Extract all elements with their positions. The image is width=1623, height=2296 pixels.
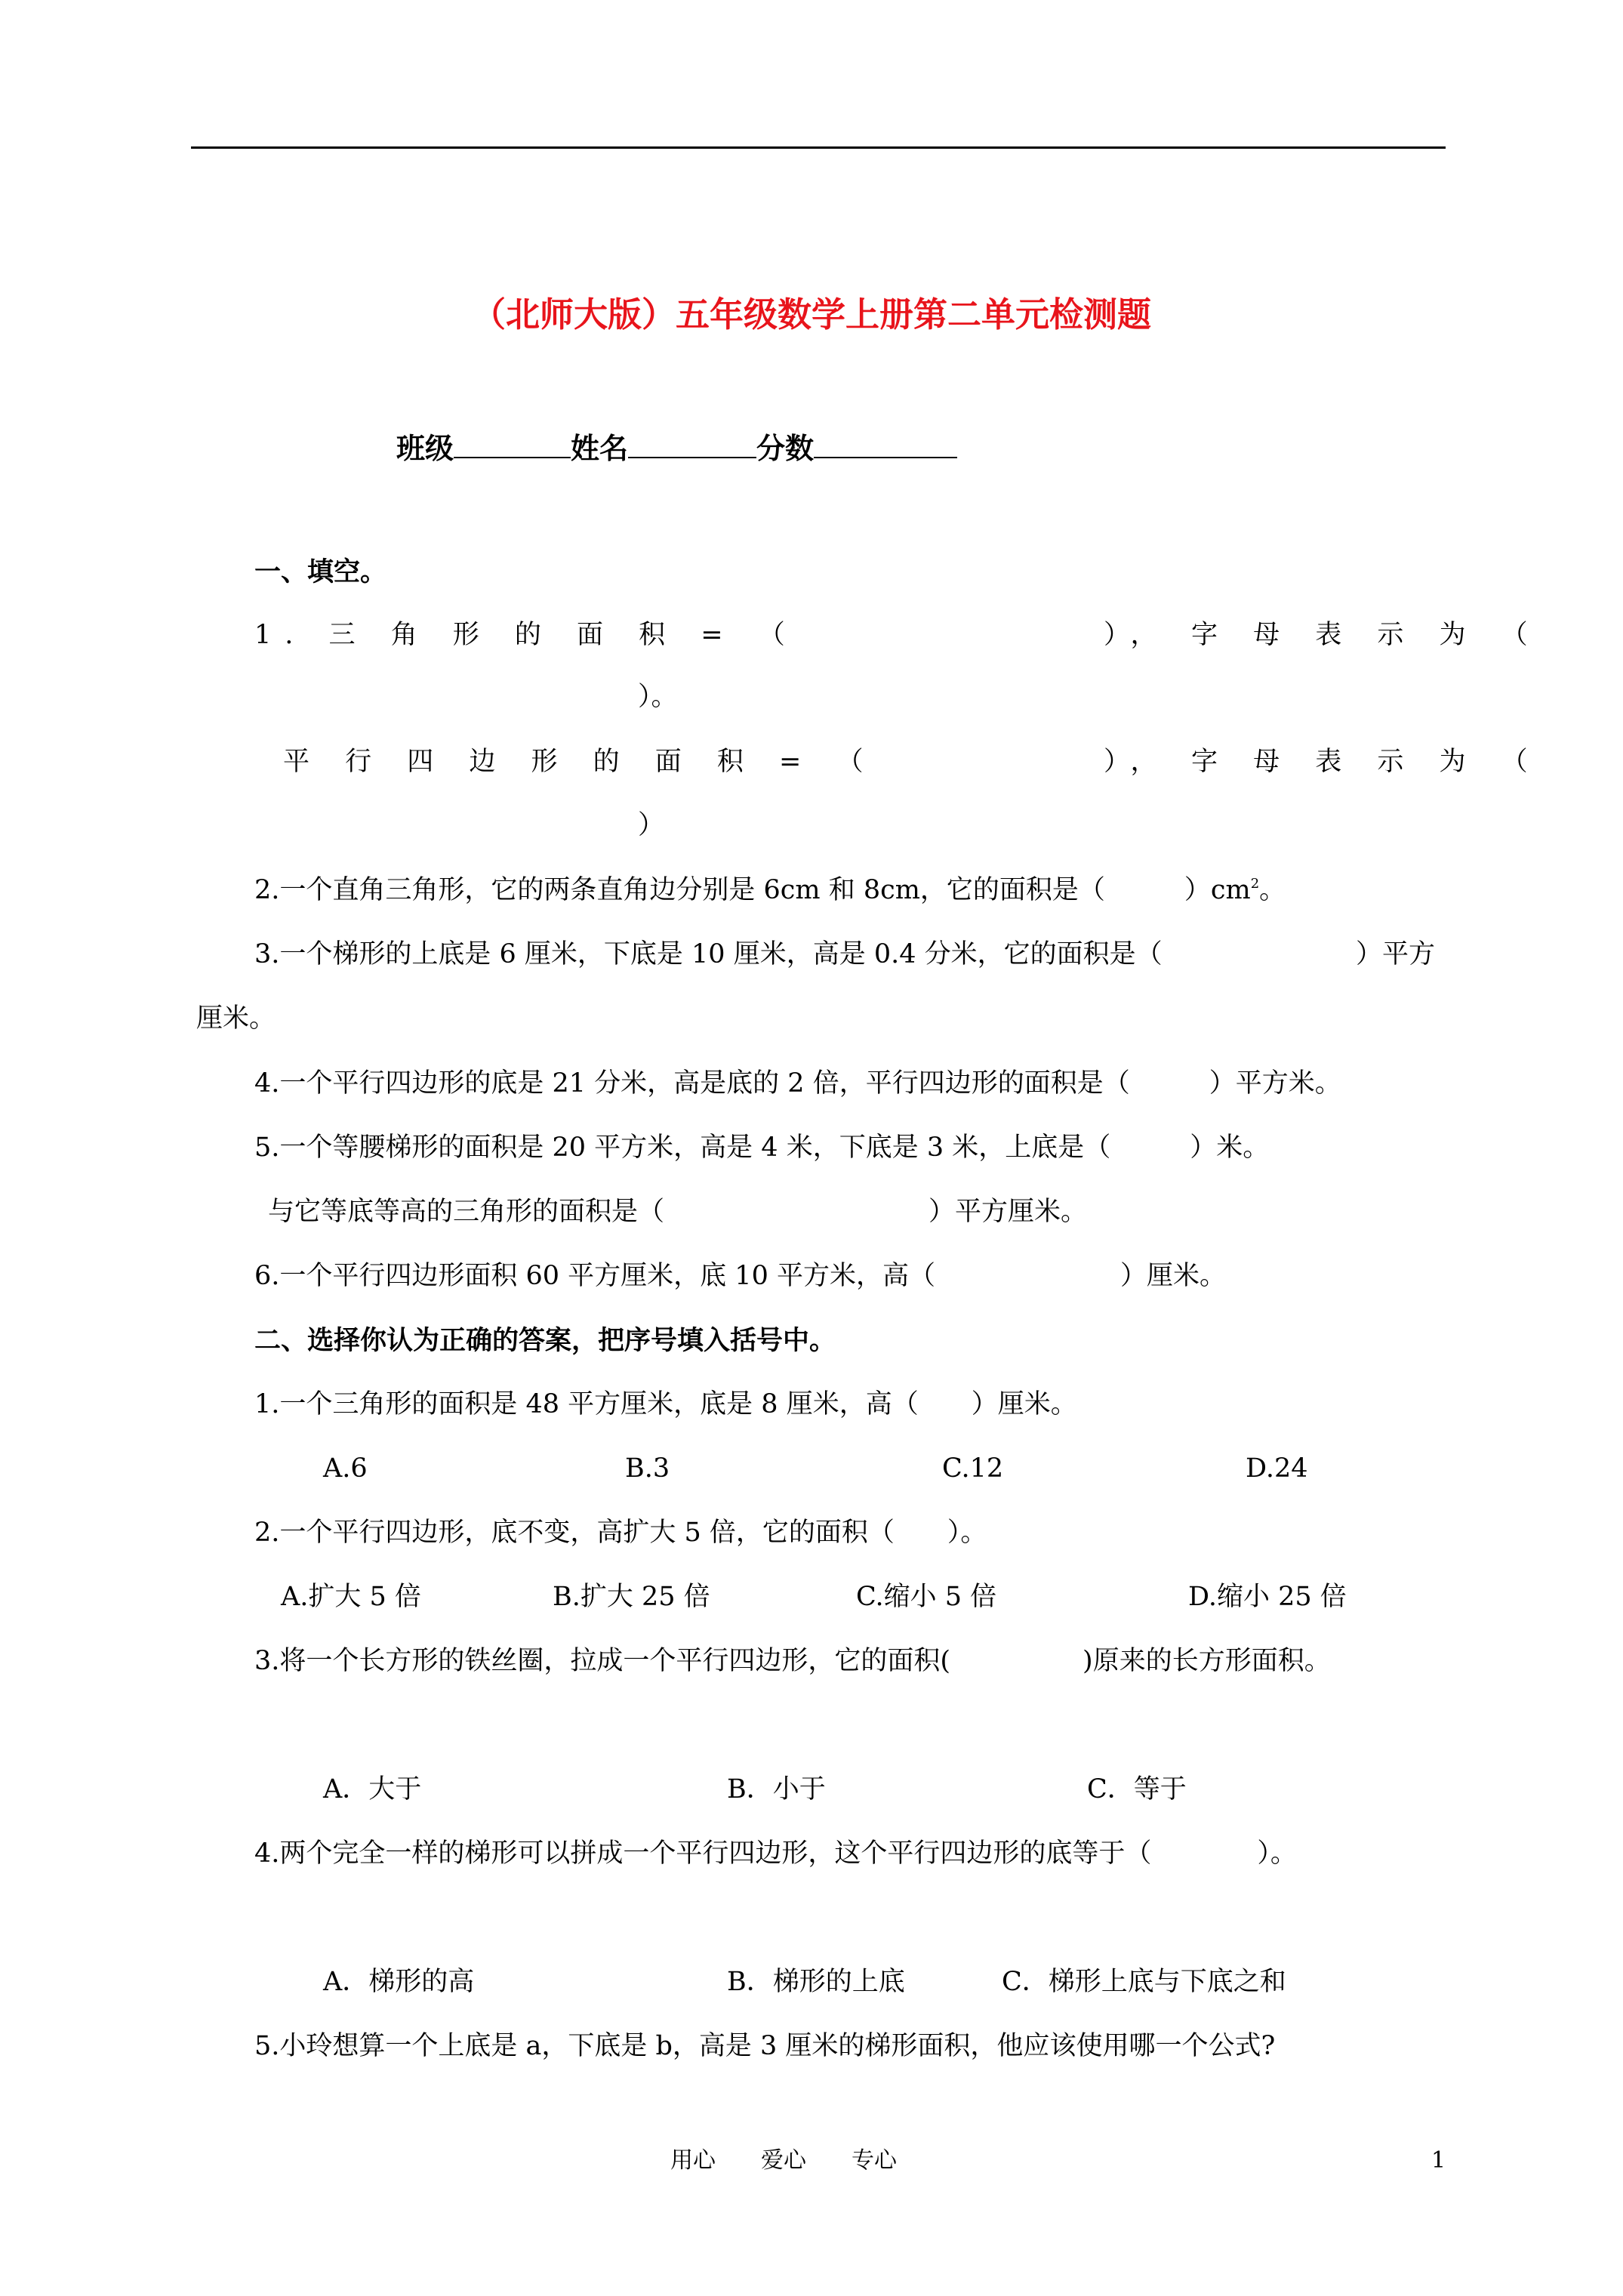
footer-motto: 用心 爱心 专心 — [670, 2147, 897, 2174]
s1-q3-line1-end: ）平方 — [1356, 939, 1436, 969]
score-label: 分数 — [756, 431, 815, 465]
name-label: 姓名 — [571, 431, 629, 465]
s2-q2-option-c[interactable]: C.缩小 5 倍 — [856, 1582, 997, 1612]
header-rule — [191, 146, 1446, 149]
s2-q3-option-a[interactable]: A．大于 — [323, 1774, 422, 1804]
s2-q4-option-a[interactable]: A．梯形的高 — [323, 1967, 475, 1997]
s2-q1-option-a[interactable]: A.6 — [323, 1453, 368, 1484]
s1-q6: 6.一个平行四边形面积 60 平方厘米，底 10 平方米，高（ ）厘米。 — [254, 1261, 1226, 1291]
s2-q4-option-c[interactable]: C．梯形上底与下底之和 — [1002, 1967, 1286, 1997]
s2-q4: 4.两个完全一样的梯形可以拼成一个平行四边形，这个平行四边形的底等于（ ）。 — [254, 1838, 1297, 1869]
s1-q1-line1-end: 字 母 表 示 为 （ — [1191, 620, 1541, 650]
s1-q2-end: 。 — [1259, 875, 1286, 905]
s1-q1-line3-mid: ）， — [1104, 747, 1171, 777]
s1-q5-line1: 5.一个等腰梯形的面积是 20 平方米，高是 4 米，下底是 3 米，上底是（ ）米。 — [254, 1133, 1270, 1163]
class-blank[interactable] — [454, 434, 571, 458]
s1-q3-line1-start: 3.一个梯形的上底是 6 厘米，下底是 10 厘米，高是 0.4 分米，它的面积是（ — [254, 939, 1163, 969]
s2-q1: 1.一个三角形的面积是 48 平方厘米，底是 8 厘米，高（ ）厘米。 — [254, 1389, 1077, 1419]
s2-q4-option-b[interactable]: B．梯形的上底 — [727, 1967, 905, 1997]
s2-q5: 5.小玲想算一个上底是 a，下底是 b，高是 3 厘米的梯形面积，他应该使用哪一个公式? — [254, 2031, 1276, 2061]
s1-q1-line3-start: 平 行 四 边 形 的 面 积 = （ — [283, 747, 877, 777]
s1-q1-line3-end: 字 母 表 示 为 （ — [1191, 747, 1541, 777]
s2-q1-option-d[interactable]: D.24 — [1246, 1453, 1308, 1484]
page-title: （北师大版）五年级数学上册第二单元检测题 — [471, 294, 1151, 334]
score-blank[interactable] — [814, 434, 957, 458]
s1-q2 — [254, 877, 1286, 904]
page-number: 1 — [1431, 2147, 1446, 2174]
s1-q4: 4.一个平行四边形的底是 21 分米，高是底的 2 倍，平行四边形的面积是（ ）平方米。 — [254, 1068, 1341, 1099]
s1-q2-superscript: 2 — [1250, 876, 1260, 892]
s1-q1-line1-mid: ）， — [1104, 620, 1171, 650]
s1-q5-line2: 与它等底等高的三角形的面积是（ ）平方厘米。 — [268, 1197, 1088, 1227]
s2-q2-option-b[interactable]: B.扩大 25 倍 — [553, 1582, 710, 1612]
s2-q3: 3.将一个长方形的铁丝圈，拉成一个平行四边形，它的面积( )原来的长方形面积。 — [254, 1646, 1331, 1676]
s2-q1-option-b[interactable]: B.3 — [625, 1453, 670, 1484]
s1-q1-line4: ） — [638, 810, 665, 840]
s1-q1-line2: ）。 — [638, 682, 678, 712]
section2-heading: 二、选择你认为正确的答案，把序号填入括号中。 — [254, 1325, 836, 1356]
s2-q1-option-c[interactable]: C.12 — [942, 1453, 1004, 1484]
s2-q2-option-a[interactable]: A.扩大 5 倍 — [281, 1582, 421, 1612]
s2-q2-option-d[interactable]: D.缩小 25 倍 — [1188, 1582, 1347, 1612]
s2-q3-option-b[interactable]: B．小于 — [727, 1774, 826, 1804]
class-label: 班级 — [396, 431, 454, 465]
section1-heading: 一、填空。 — [254, 556, 387, 587]
s1-q1-line1-start: 1. 三 角 形 的 面 积 = （ — [254, 620, 799, 650]
s2-q3-option-c[interactable]: C．等于 — [1087, 1774, 1187, 1804]
student-info — [396, 431, 957, 465]
s1-q2-text: 2.一个直角三角形，它的两条直角边分别是 6cm 和 8cm，它的面积是（ ）cm — [254, 875, 1251, 905]
name-blank[interactable] — [628, 434, 756, 458]
s1-q3-line2: 厘米。 — [196, 1003, 276, 1034]
s2-q2: 2.一个平行四边形，底不变，高扩大 5 倍，它的面积（ ）。 — [254, 1518, 987, 1548]
